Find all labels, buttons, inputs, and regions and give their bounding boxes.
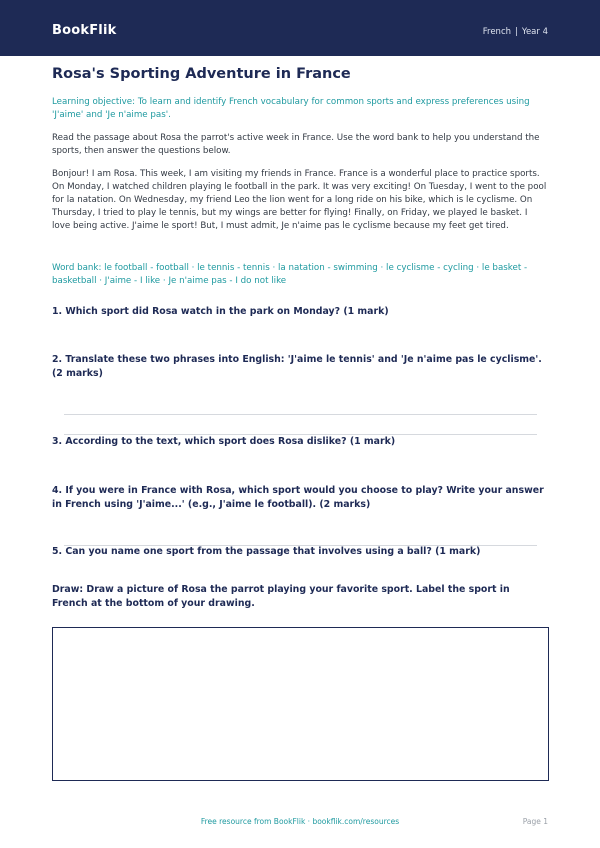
word-bank: Word bank: le football - football · le tennis - tennis · la natation - swimming · le cyclisme - cycling · le basket - basketball · J'aime - I like · Je n'aime pas - I do not like — [52, 263, 528, 286]
worksheet-title: Rosa's Sporting Adventure in France — [52, 66, 351, 82]
page-header — [0, 0, 600, 56]
question-1: 1. Which sport did Rosa watch in the park on Monday? (1 mark) — [52, 306, 389, 317]
subject-label: French — [482, 27, 512, 37]
question-4: 4. If you were in France with Rosa, which sport would you choose to play? Write your answer in French using 'J'aime...' (e.g., J'aime le football). (2 marks) — [52, 485, 544, 510]
meta-separator: | — [515, 27, 518, 37]
question-2: 2. Translate these two phrases into English: 'J'aime le tennis' and 'Je n'aime pas le cyclisme'. (2 marks) — [52, 354, 542, 379]
year-label: Year 4 — [521, 27, 548, 37]
draw-task: Draw: Draw a picture of Rosa the parrot playing your favorite sport. Label the sport in French at the bottom of your drawing. — [52, 584, 510, 609]
learning-objective: Learning objective: To learn and identify French vocabulary for common sports and express preferences using 'J'aime' and 'Je n'aime pas'. — [52, 97, 530, 120]
answer-line[interactable] — [64, 414, 537, 415]
drawing-box[interactable] — [52, 627, 549, 781]
instructions: Read the passage about Rosa the parrot's active week in France. Use the word bank to help you understand the sports, then answer the questions below. — [52, 133, 540, 156]
reading-passage: Bonjour! I am Rosa. This week, I am visiting my friends in France. France is a wonderful place to practice sports. On Monday, I watched children playing le football in the park. It was very exciting! On Tuesday, I went to the pool for la natation. On Wednesday, my friend Leo the lion went for a long ride on his bike, which is le cyclisme. On Thursday, I tried to play le tennis, but my wings are better for flying! Finally, on Friday, we played le basket. I love being active. J'aime le sport! But, I must admit, Je n'aime pas le cyclisme because my feet get tired. — [52, 169, 547, 231]
page-number: Page 1 — [522, 817, 548, 826]
question-3: 3. According to the text, which sport does Rosa dislike? (1 mark) — [52, 436, 396, 447]
brand-logo: BookFlik — [52, 23, 117, 38]
question-5: 5. Can you name one sport from the passage that involves using a ball? (1 mark) — [52, 546, 481, 557]
footer-credit: Free resource from BookFlik · bookflik.com/resources — [200, 817, 400, 826]
subject-year-meta — [483, 27, 548, 37]
